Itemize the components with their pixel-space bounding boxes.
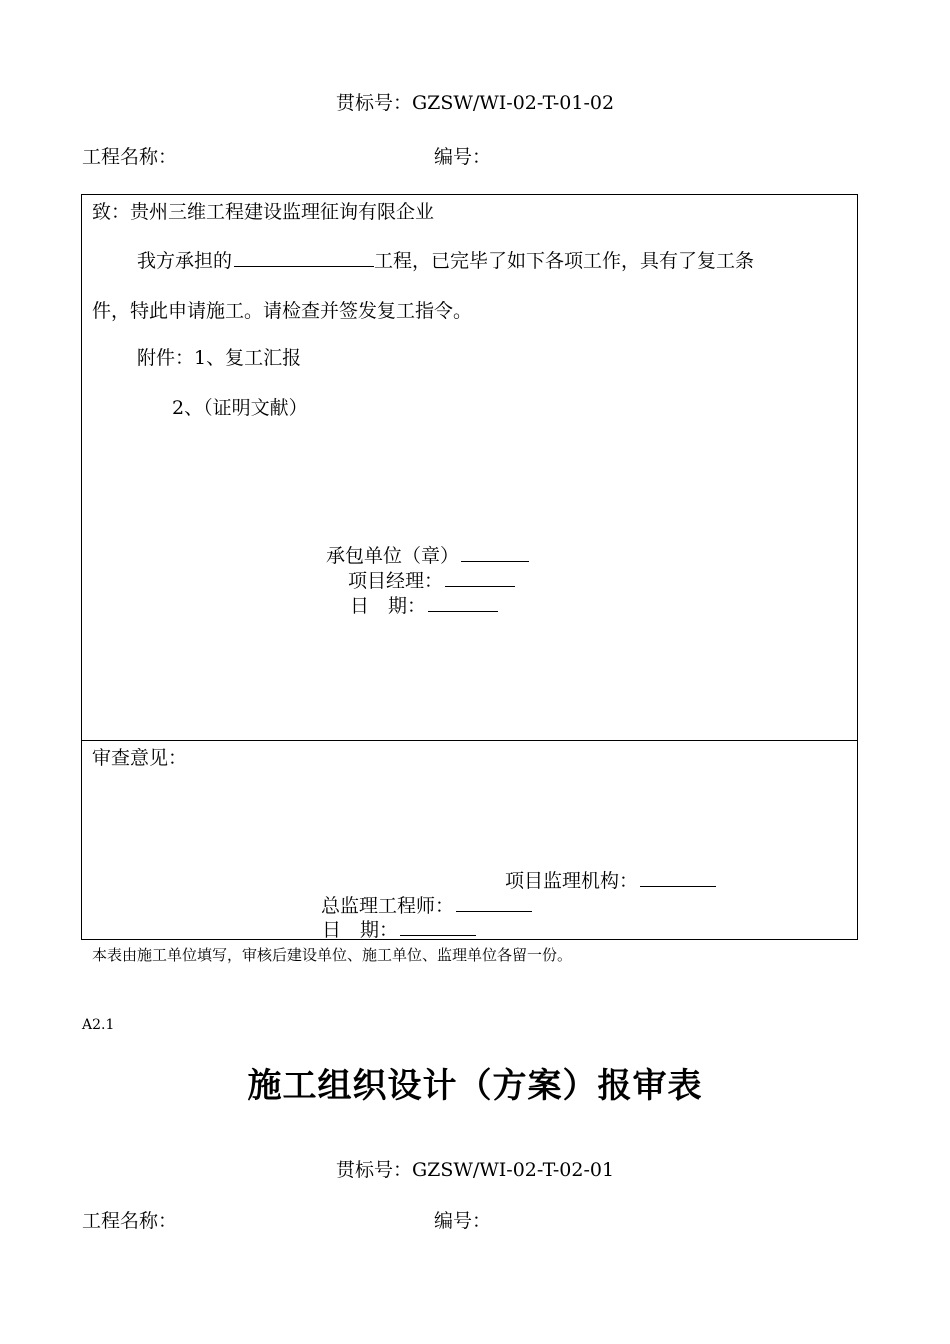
paragraph-line-1 [137,246,754,273]
attachment-1: 附件：1、复工汇报 [137,347,302,369]
date-signature [350,591,498,618]
code-label: 编号： [434,146,492,168]
attachment-2: 2、（证明文献） [172,397,308,419]
form-title: 施工组织设计（方案）报审表 [247,1066,703,1106]
review-date-blank[interactable] [400,915,476,936]
code-label-2: 编号： [434,1210,492,1232]
paragraph-end: 工程，已完毕了如下各项工作，具有了复工条 [374,250,755,272]
project-blank[interactable] [234,246,374,267]
form-code: A2.1 [82,1017,115,1033]
chief-engineer-blank[interactable] [456,891,532,912]
contractor-signature [326,541,529,568]
contractor-label: 承包单位（章） [326,545,460,567]
review-label: 审查意见： [92,747,188,769]
application-section [81,194,858,741]
paragraph-line-2: 件，特此申请施工。请检查并签发复工指令。 [92,300,473,322]
contractor-blank[interactable] [461,541,529,562]
chief-engineer-label: 总监理工程师： [321,895,455,917]
pm-signature [348,566,515,593]
standard-number-2: 贯标号：GZSW/WI-02-T-02-01 [335,1159,615,1181]
pm-label: 项目经理： [348,570,444,592]
date-label: 日 期： [350,595,427,617]
paragraph-start: 我方承担的 [137,250,233,272]
form-note: 本表由施工单位填写，审核后建设单位、施工单位、监理单位各留一份。 [92,946,573,964]
review-section [81,740,858,940]
project-name-label: 工程名称： [82,146,178,168]
chief-engineer-signature [321,891,532,918]
standard-number: 贯标号：GZSW/WI-02-T-01-02 [335,92,615,114]
review-date-signature [322,915,476,942]
addressee-line: 致：贵州三维工程建设监理征询有限企业 [92,201,435,223]
date-blank[interactable] [428,591,498,612]
supervision-org-signature [505,866,716,893]
project-name-label-2: 工程名称： [82,1210,178,1232]
pm-blank[interactable] [445,566,515,587]
supervision-org-blank[interactable] [640,866,716,887]
supervision-org-label: 项目监理机构： [505,870,639,892]
review-date-label: 日 期： [322,919,399,941]
